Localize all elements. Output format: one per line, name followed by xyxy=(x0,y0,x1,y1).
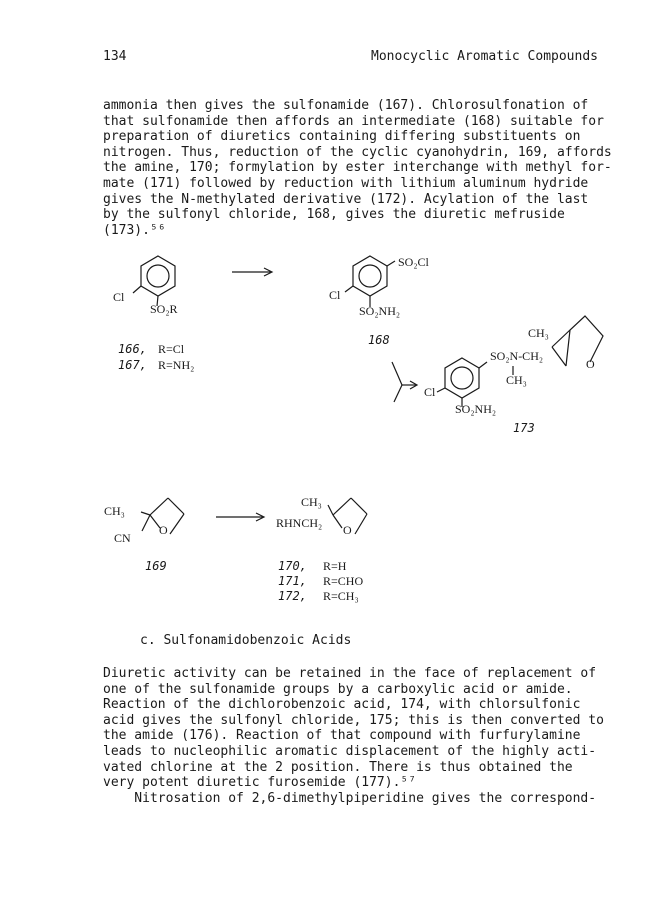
chlorine-label-166: Cl xyxy=(113,290,125,304)
oxygen-label-170: O xyxy=(343,523,352,537)
text-line: very potent diuretic furosemide (177).⁵⁷ xyxy=(103,775,417,791)
text-line: mate (171) followed by reduction with lithium aluminum hydride xyxy=(103,175,589,191)
text-line: one of the sulfonamide groups by a carboxylic acid or amide. xyxy=(103,681,573,697)
page-number: 134 xyxy=(103,49,127,64)
text-line: (173).⁵⁶ xyxy=(103,222,166,238)
compound-number-171: 171, xyxy=(278,574,307,588)
section-heading: c. Sulfonamidobenzoic Acids xyxy=(140,633,352,648)
paragraph-2 xyxy=(103,666,604,806)
chlorine-label-173: Cl xyxy=(424,385,436,399)
aminomethyl-label-170: RHNCH₂ xyxy=(276,516,323,530)
oxygen-label-173: O xyxy=(586,357,595,371)
text-line: acid gives the sulfonyl chloride, 175; this is then converted to xyxy=(103,712,604,728)
nitrile-label-169: CN xyxy=(114,531,131,545)
compound-number-170: 170, xyxy=(278,559,307,573)
r-definition-171: R=CHO xyxy=(323,574,364,588)
text-line: gives the N-methylated derivative (172). Acylation of the last xyxy=(103,191,589,207)
text-line: nitrogen. Thus, reduction of the cyclic cyanohydrin, 169, affords xyxy=(103,144,612,160)
methyl-label-169: CH₃ xyxy=(104,504,125,518)
text-line: ammonia then gives the sulfonamide (167). Chlorosulfonation of xyxy=(103,98,589,113)
sulfonyl-chloride-label-168: SO₂Cl xyxy=(398,255,429,269)
text-line: Reaction of the dichlorobenzoic acid, 174, with chlorsulfonic xyxy=(103,697,581,713)
methyl-label-173: CH₃ xyxy=(528,326,549,340)
compound-number-168: 168 xyxy=(368,333,390,347)
reaction-arrow-2 xyxy=(216,513,264,521)
text-line: Nitrosation of 2,6-dimethylpiperidine gives the correspond- xyxy=(103,790,597,806)
sulfonamide-label-168: SO₂NH₂ xyxy=(359,304,401,318)
text-line: Diuretic activity can be retained in the face of replacement of xyxy=(103,666,597,681)
r-definition-166: R=Cl xyxy=(158,342,185,356)
chlorine-label-168: Cl xyxy=(329,288,341,302)
compound-number-167: 167, xyxy=(118,358,147,372)
sulfonamide-label-173: SO₂NH₂ xyxy=(455,402,497,416)
n-methyl-label-173: CH₃ xyxy=(506,373,527,387)
oxygen-label-169: O xyxy=(159,523,168,537)
text-line: preparation of diuretics containing differing substituents on xyxy=(103,129,581,145)
substituent-label-166: SO₂R xyxy=(150,302,178,316)
text-line: leads to nucleophilic aromatic displacement of the highly acti- xyxy=(103,743,597,759)
running-title: Monocyclic Aromatic Compounds xyxy=(371,49,598,64)
r-definition-172: R=CH₃ xyxy=(323,589,359,603)
text-line: the amine, 170; formylation by ester interchange with methyl for- xyxy=(103,160,612,176)
compound-number-173: 173 xyxy=(513,421,535,435)
r-definition-170: R=H xyxy=(323,559,347,573)
compound-number-172: 172, xyxy=(278,589,307,603)
compound-number-166: 166, xyxy=(118,342,147,356)
compound-number-169: 169 xyxy=(145,559,167,573)
sulfonamide-chain-label-173: SO₂N-CH₂ xyxy=(490,349,544,363)
text-line: vated chlorine at the 2 position. There is thus obtained the xyxy=(103,759,573,775)
text-line: by the sulfonyl chloride, 168, gives the diuretic mefruside xyxy=(103,207,565,223)
text-line: the amide (176). Reaction of that compound with furfurylamine xyxy=(103,728,581,744)
r-definition-167: R=NH₂ xyxy=(158,358,195,372)
text-line: that sulfonamide then affords an intermediate (168) suitable for xyxy=(103,113,604,129)
methyl-label-170: CH₃ xyxy=(301,495,322,509)
